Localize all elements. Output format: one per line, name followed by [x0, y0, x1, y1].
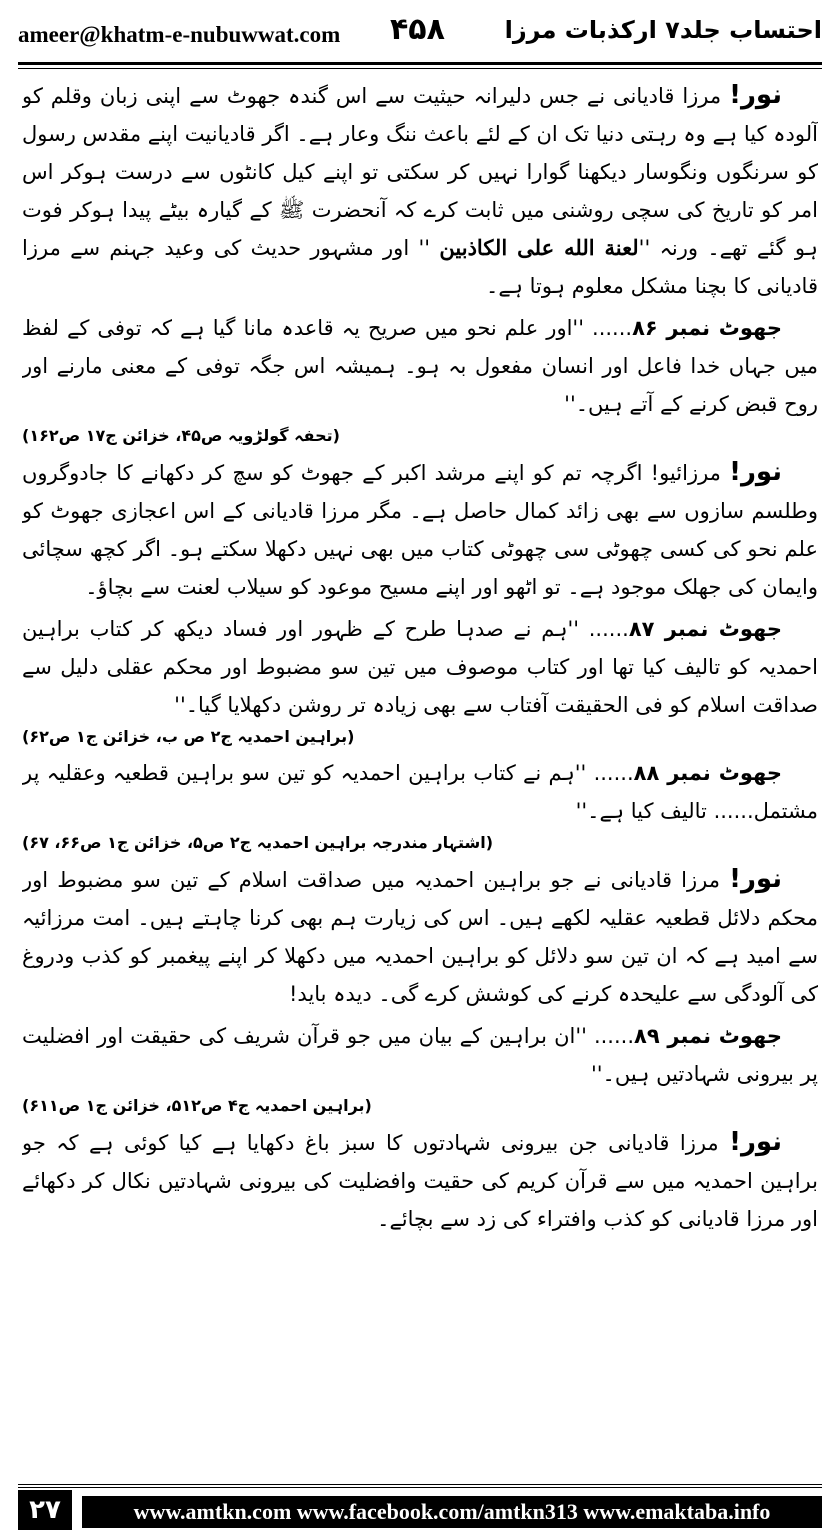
page-footer: [18, 1488, 822, 1532]
paragraph-text: ...... ''ہم نے کتاب براہین احمدیہ کو تین سو براہین قطعیہ وعقلیہ پر مشتمل...... تالیف کیا ہے۔'': [22, 761, 818, 823]
page-header: [18, 12, 822, 60]
paragraph-label: جھوٹ نمبر ۸۸: [633, 761, 782, 785]
paragraph-label: نور!: [729, 864, 782, 894]
paragraph: [22, 610, 818, 750]
page-body: [22, 76, 818, 1460]
paragraph-text: ...... ''ان براہین کے بیان میں جو قرآن شریف کی حقیقت اور افضلیت پر بیرونی شہادتیں ہیں۔'': [22, 1024, 818, 1086]
paragraph: [22, 453, 818, 606]
paragraph: [22, 309, 818, 449]
paragraph-text: مرزا قادیانی نے جس دلیرانہ حیثیت سے اس گندہ جھوٹ سے اپنی زبان وقلم کو آلودہ کیا ہے وہ رہتی دنیا تک ان کے لئے باعث ننگ وعار ہے۔ اگر قادیانیت اپنے مقدس رسول کو سرنگوں ونگوسار دیکھنا گوارا نہیں کر سکتی تو اپنے کیل کانٹوں سے درست ہوکر اس امر کو تاریخ کی سچی روشنی میں ثابت کرے کہ آنحضرت ﷺ کے گیارہ بیٹے پیدا ہوکر فوت ہو گئے تھے۔ ورنہ '': [22, 84, 818, 260]
paragraph-label: نور!: [729, 80, 782, 110]
paragraph: [22, 1123, 818, 1238]
folio-number: ۲۷: [18, 1490, 72, 1530]
citation: (براہین احمدیہ ج۴ ص۵۱۲، خزائن ج۱ ص۶۱۱): [22, 1096, 372, 1115]
paragraph-label: جھوٹ نمبر ۸۷: [628, 617, 782, 641]
page-number: ۴۵۸: [390, 12, 445, 47]
paragraph-text: مرزا قادیانی نے جو براہین احمدیہ میں صداقت اسلام کے تین سو مضبوط اور محکم دلائل قطعیہ عقلیہ لکھے ہیں۔ اس کی زیارت ہم بھی کرنا چاہتے ہیں۔ امت مرزائیہ سے امید ہے کہ ان تین سو دلائل کو براہین احمدیہ میں دکھلا کر اپنے پیغمبر کو کذب ودروغ کی آلودگی سے علیحدہ کرنے کی کوشش کرے گی۔ دیدہ باید!: [22, 868, 818, 1006]
arabic-quote: لعنة الله علی الکاذبین: [439, 235, 639, 260]
paragraph: [22, 860, 818, 1013]
paragraph-label: جھوٹ نمبر ۸۶: [632, 316, 782, 340]
header-email: ameer@khatm-e-nubuwwat.com: [18, 22, 341, 47]
paragraph: [22, 754, 818, 856]
header-rule: [18, 62, 822, 65]
citation: (اشتہار مندرجہ براہین احمدیہ ج۲ ص۵، خزائن ج۱ ص۶۶، ۶۷): [22, 833, 494, 852]
paragraph-text: ...... ''اور علم نحو میں صریح یہ قاعدہ مانا گیا ہے کہ توفی کے لفظ میں جہاں خدا فاعل اور انسان مفعول بہ ہو۔ ہمیشہ اس جگہ توفی کے معنی مارنے اور روح قبض کرنے کے آتے ہیں۔'': [22, 316, 818, 416]
book-title: احتساب جلد۷ ارکذبات مرزا: [504, 16, 822, 44]
paragraph-text: مرزا قادیانی جن بیرونی شہادتوں کا سبز باغ دکھایا ہے کیا کوئی ہے کہ جو براہین احمدیہ میں سے قرآن کریم کی حقیت وافضلیت کی بیرونی شہادتیں نکال کر دکھائے اور مرزا قادیانی کو کذب وافتراء کی زد سے بچائے۔: [22, 1131, 818, 1231]
paragraph: [22, 1017, 818, 1119]
header-rule-thin: [18, 68, 822, 69]
paragraph-text: ...... ''ہم نے صدہا طرح کے ظہور اور فساد دیکھ کر کتاب براہین احمدیہ کو تالیف کیا تھا اور کتاب موصوف میں تین سو مضبوط اور محکم عقلی دلیل سے صداقت اسلام کو فی الحقیقت آفتاب سے بھی زیادہ تر روشن دکھلایا گیا۔'': [22, 617, 818, 717]
paragraph-text-cont: '' اور مشہور حدیث کی وعید جہنم سے مرزا قادیانی کا بچنا مشکل معلوم ہوتا ہے۔: [22, 236, 818, 298]
citation: (تحفہ گولڑویہ ص۴۵، خزائن ج۱۷ ص۱۶۲): [22, 426, 340, 445]
paragraph-text: مرزائیو! اگرچہ تم کو اپنے مرشد اکبر کے جھوٹ کو سچ کر دکھانے کا جادوگروں وطلسم سازوں سے بھی زائد کمال حاصل ہے۔ مگر مرزا قادیانی کے اس اعجازی جھوٹ کو علم نحو کی کسی چھوٹی سی چھوٹی کتاب میں بھی نہیں دکھلا سکتے ہو۔ اگر کچھ سچائی وایمان کی جھلک موجود ہے۔ تو اٹھو اور اپنے مسیح موعود کو سیلاب لعنت سے بچاؤ۔: [22, 461, 818, 599]
citation: (براہین احمدیہ ج۲ ص ب، خزائن ج۱ ص۶۲): [22, 727, 355, 746]
paragraph-label: جھوٹ نمبر ۸۹: [634, 1024, 782, 1048]
paragraph-label: نور!: [729, 457, 782, 487]
footer-urls: www.amtkn.com www.facebook.com/amtkn313 www.emaktaba.info: [82, 1496, 822, 1528]
paragraph-label: نور!: [729, 1127, 782, 1157]
paragraph: [22, 76, 818, 305]
